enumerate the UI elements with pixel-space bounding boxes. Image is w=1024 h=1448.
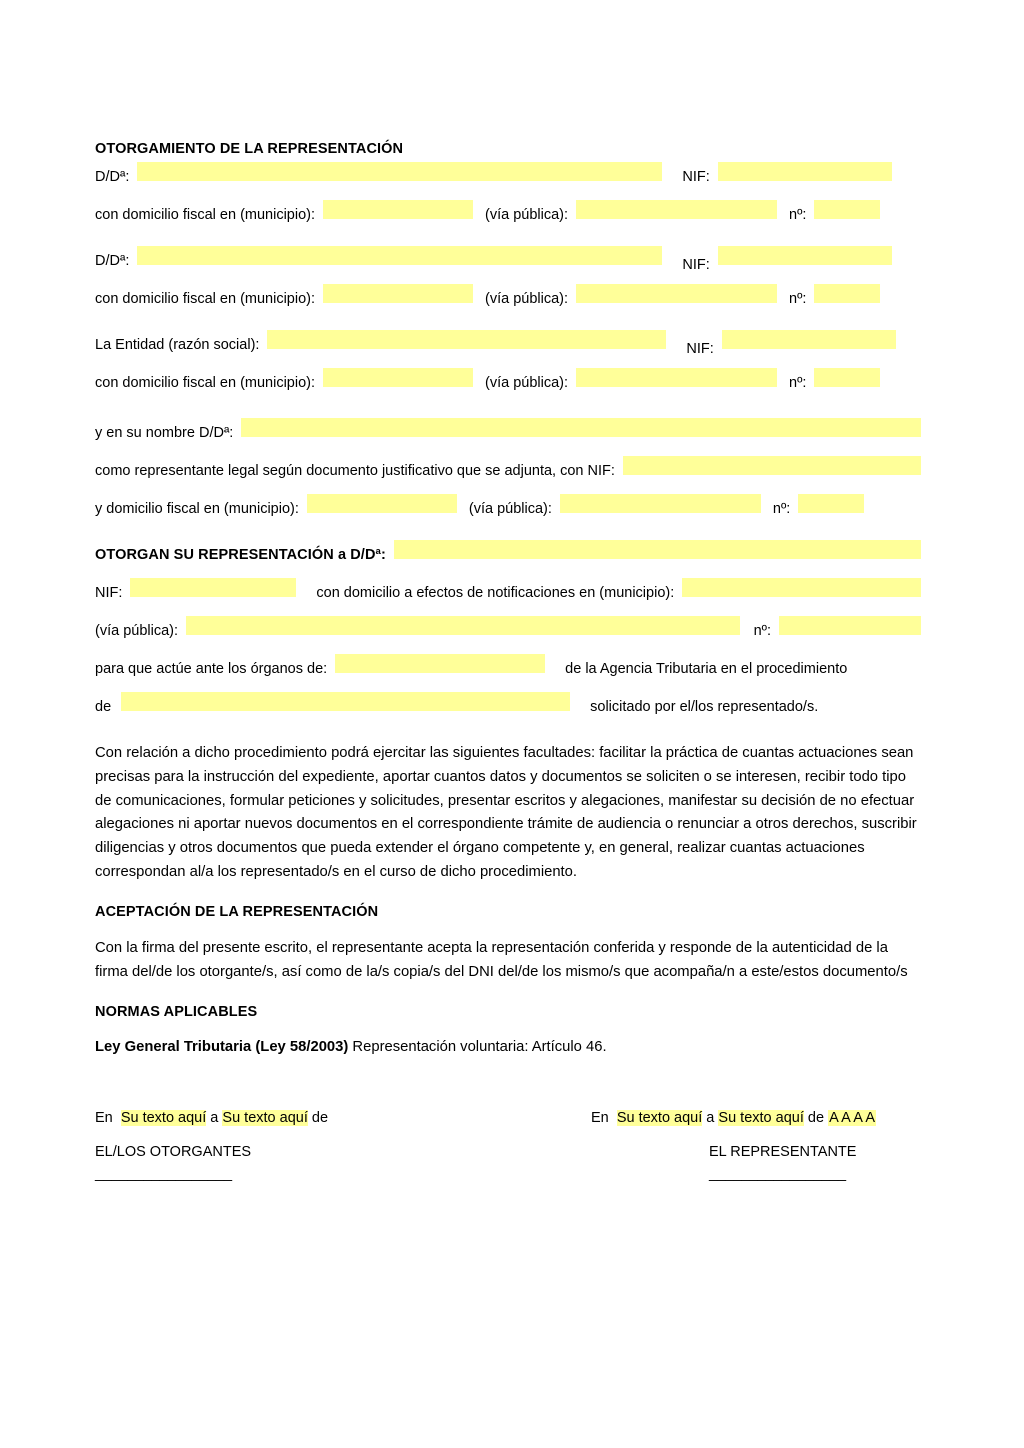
otorgan-organos-row — [95, 654, 921, 678]
signature-date-line-left — [95, 1108, 425, 1128]
section-heading-aceptacion: ACEPTACIÓN DE LA REPRESENTACIÓN — [95, 904, 379, 921]
label-numero-otorgan: nº: — [753, 622, 771, 639]
normas-ley-line — [95, 1036, 921, 1060]
input-nif-1[interactable] — [718, 162, 892, 181]
person1-name-row — [95, 162, 921, 186]
label-nif-entidad: NIF: — [686, 340, 714, 357]
otorgan-procedimiento-row — [95, 692, 921, 716]
input-numero-otorgan[interactable] — [779, 616, 921, 635]
label-via-2: (vía pública): — [485, 290, 569, 307]
label-entidad: La Entidad (razón social): — [95, 336, 260, 353]
right-year-placeholder[interactable]: A A A A — [829, 1110, 876, 1127]
input-numero-representante[interactable] — [798, 494, 864, 513]
input-otorgan-nombre[interactable] — [394, 540, 921, 559]
label-en-su-nombre: y en su nombre D/Dª: — [95, 424, 234, 441]
input-via-representante[interactable] — [560, 494, 761, 513]
right-place-placeholder[interactable]: Su texto aquí — [616, 1110, 703, 1127]
signature-role-otorgantes: EL/LOS OTORGANTES — [95, 1143, 252, 1160]
label-domicilio-entidad: con domicilio fiscal en (municipio): — [95, 374, 315, 391]
input-municipio-entidad[interactable] — [323, 368, 473, 387]
label-numero-entidad: nº: — [789, 374, 807, 391]
label-numero-1: nº: — [789, 206, 807, 223]
person2-name-row — [95, 246, 921, 273]
entidad-name-row — [95, 330, 921, 357]
label-via-1: (vía pública): — [485, 206, 569, 223]
person1-domicilio-row — [95, 200, 921, 224]
label-domicilio-2: con domicilio fiscal en (municipio): — [95, 290, 315, 307]
representante-legal-nombre-row — [95, 418, 921, 442]
input-representante-legal-nombre[interactable] — [241, 418, 921, 437]
input-numero-1[interactable] — [814, 200, 880, 219]
signature-date-line-right — [591, 1108, 921, 1128]
document-body — [95, 140, 921, 1182]
label-nif-2: NIF: — [682, 256, 710, 273]
text-agencia-tributaria: de la Agencia Tributaria en el procedimiento — [565, 660, 848, 677]
left-place-placeholder[interactable]: Su texto aquí — [120, 1110, 207, 1127]
right-connector-de: de — [807, 1110, 825, 1127]
section-heading-normas: NORMAS APLICABLES — [95, 1003, 258, 1020]
otorgan-via-row — [95, 616, 921, 640]
label-via-otorgan: (vía pública): — [95, 622, 179, 639]
input-nif-otorgan[interactable] — [130, 578, 296, 597]
section-heading-otorgamiento: OTORGAMIENTO DE LA REPRESENTACIÓN — [95, 141, 404, 157]
otorgan-nif-row — [95, 578, 921, 602]
input-nif-entidad[interactable] — [722, 330, 896, 349]
input-municipio-1[interactable] — [323, 200, 473, 219]
input-nif-2[interactable] — [718, 246, 892, 265]
input-municipio-2[interactable] — [323, 284, 473, 303]
left-prefix-en: En — [95, 1110, 113, 1127]
right-date-placeholder[interactable]: Su texto aquí — [718, 1110, 804, 1127]
input-entidad[interactable] — [267, 330, 666, 349]
right-connector-a: a — [706, 1110, 715, 1127]
input-procedimiento[interactable] — [121, 692, 570, 711]
left-date-placeholder[interactable]: Su texto aquí — [222, 1110, 308, 1127]
input-municipio-representante[interactable] — [307, 494, 457, 513]
label-via-entidad: (vía pública): — [485, 374, 569, 391]
input-via-entidad[interactable] — [576, 368, 777, 387]
signature-role-representante: EL REPRESENTANTE — [709, 1143, 857, 1160]
input-via-otorgan[interactable] — [186, 616, 740, 635]
input-via-2[interactable] — [576, 284, 777, 303]
label-numero-representante: nº: — [772, 500, 791, 517]
label-numero-2: nº: — [789, 290, 807, 307]
right-prefix-en: En — [591, 1110, 609, 1127]
label-para-que-actue: para que actúe ante los órganos de: — [95, 660, 328, 677]
representante-legal-domicilio-row — [95, 494, 921, 518]
signature-column-otorgantes — [95, 1108, 425, 1182]
normas-ley-title: Ley General Tributaria (Ley 58/2003) — [95, 1039, 349, 1056]
label-domicilio-notificaciones: con domicilio a efectos de notificaciones en (municipio): — [316, 584, 675, 601]
left-connector-a: a — [210, 1110, 219, 1127]
text-solicitado: solicitado por el/los representado/s. — [590, 698, 819, 715]
input-representante-legal-nif[interactable] — [623, 456, 921, 475]
representante-legal-nif-row — [95, 456, 921, 480]
label-domicilio-1: con domicilio fiscal en (municipio): — [95, 206, 315, 223]
paragraph-facultades: Con relación a dicho procedimiento podrá ejercitar las siguientes facultades: facilitar la práctica de cuantas actuaciones sean precisas para la instrucción del expediente, aportar cuantos datos y documentos se soliciten o se interesen, recibir todo tipo de comunicaciones, formular peticiones y solicitudes, presentar escritos y alegaciones, manifestar su decisión de no efectuar alegaciones ni aportar nuevos documentos en el correspondiente trámite de audiencia o renunciar a otros derechos, suscribir diligencias y otros documentos que pueda extender el órgano competente y, en general, realizar cuantas actuaciones correspondan al/a los representado/s en el curso de dicho procedimiento. — [95, 744, 917, 881]
input-organos[interactable] — [335, 654, 545, 673]
label-via-representante: (vía pública): — [468, 500, 552, 517]
input-numero-2[interactable] — [814, 284, 880, 303]
label-nif-1: NIF: — [682, 168, 710, 185]
label-nombre-2: D/Dª: — [95, 252, 130, 269]
signature-rule-representante: _________________ — [709, 1166, 847, 1182]
entidad-domicilio-row — [95, 368, 921, 392]
signature-rule-otorgantes: _________________ — [95, 1166, 233, 1182]
section-heading-otorgan: OTORGAN SU REPRESENTACIÓN a D/Dª: — [95, 546, 386, 563]
label-representante-legal: como representante legal según documento justificativo que se adjunta, con NIF: — [95, 462, 615, 479]
input-numero-entidad[interactable] — [814, 368, 880, 387]
signature-column-representante — [591, 1108, 921, 1182]
signature-block — [95, 1108, 921, 1182]
input-nombre-1[interactable] — [137, 162, 662, 181]
person2-domicilio-row — [95, 284, 921, 308]
label-de-procedimiento: de — [95, 698, 112, 715]
left-connector-de: de — [311, 1110, 329, 1127]
otorgan-heading-row — [95, 540, 921, 564]
input-via-1[interactable] — [576, 200, 777, 219]
normas-ley-detail: Representación voluntaria: Artículo 46. — [348, 1039, 607, 1056]
label-nombre-1: D/Dª: — [95, 168, 130, 185]
paragraph-aceptacion: Con la firma del presente escrito, el representante acepta la representación conferida y responde de la autenticidad de la firma del/de los otorgante/s, así como de la/s copia/s del DNI del/de los mismo/s que acompaña/n a este/estos documento/s — [95, 939, 908, 980]
input-nombre-2[interactable] — [137, 246, 662, 265]
input-municipio-notificaciones[interactable] — [682, 578, 921, 597]
label-nif-otorgan: NIF: — [95, 584, 123, 601]
label-domicilio-representante: y domicilio fiscal en (municipio): — [95, 500, 299, 517]
